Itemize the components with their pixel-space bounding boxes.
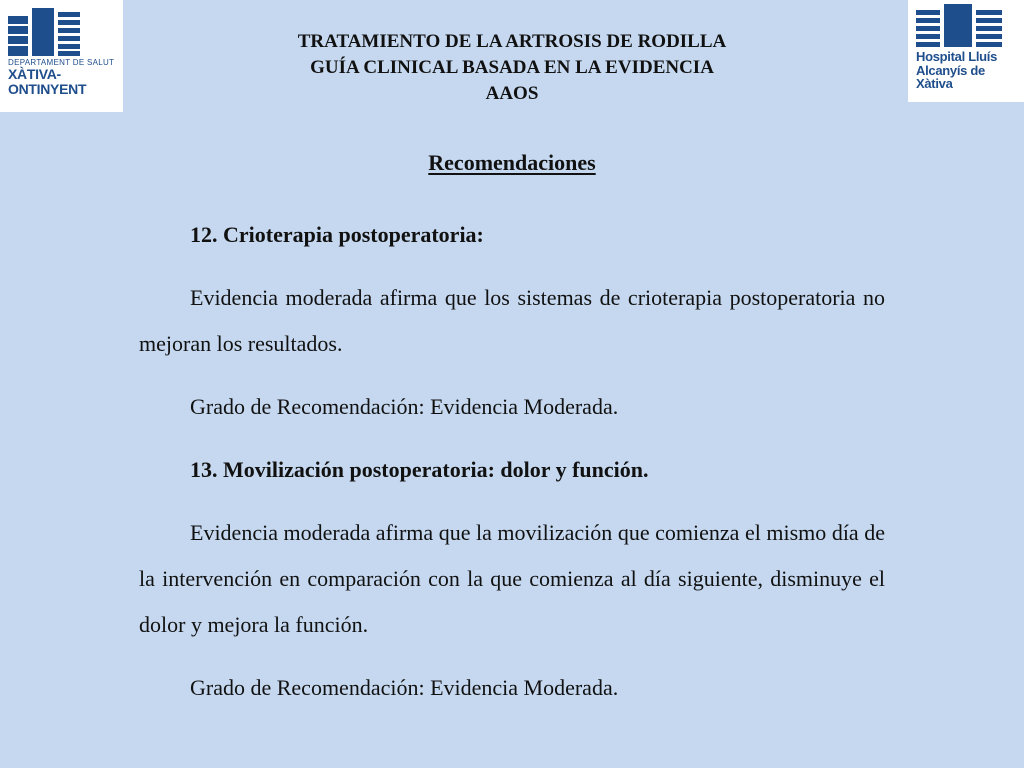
building-icon <box>8 8 80 56</box>
section-title: Recomendaciones <box>428 150 596 175</box>
department-name: XÀTIVA-ONTINYENT <box>8 66 87 98</box>
recommendation-13-text: Evidencia moderada afirma que la movilización que comienza el mismo día de la intervención en comparación con la que comienza al día siguiente, disminuye el dolor y mejora la función. <box>139 520 885 637</box>
hospital-name-line2: Alcanyís de Xàtiva <box>916 62 985 92</box>
header-source: AAOS <box>485 83 539 104</box>
recommendation-13-heading: 13. Movilización postoperatoria: dolor y función. <box>190 457 649 482</box>
hospital-name-line1: Hospital Lluís <box>916 49 998 64</box>
header-title: TRATAMIENTO DE LA ARTROSIS DE RODILLA <box>297 31 727 52</box>
recommendations-body <box>139 212 885 728</box>
department-logo <box>0 0 123 112</box>
recommendation-13-grade: Grado de Recomendación: Evidencia Moderada. <box>190 675 619 700</box>
header-subtitle: GUÍA CLINICAL BASADA EN LA EVIDENCIA <box>310 57 714 78</box>
recommendation-12-grade: Grado de Recomendación: Evidencia Moderada. <box>190 394 619 419</box>
recommendation-12-text: Evidencia moderada afirma que los sistemas de crioterapia postoperatoria no mejoran los resultados. <box>139 285 885 356</box>
slide-header <box>200 29 824 107</box>
recommendation-12-heading: 12. Crioterapia postoperatoria: <box>190 222 484 247</box>
building-icon <box>916 4 1002 50</box>
department-label: DEPARTAMENT DE SALUT <box>8 58 115 67</box>
hospital-logo <box>908 0 1024 102</box>
